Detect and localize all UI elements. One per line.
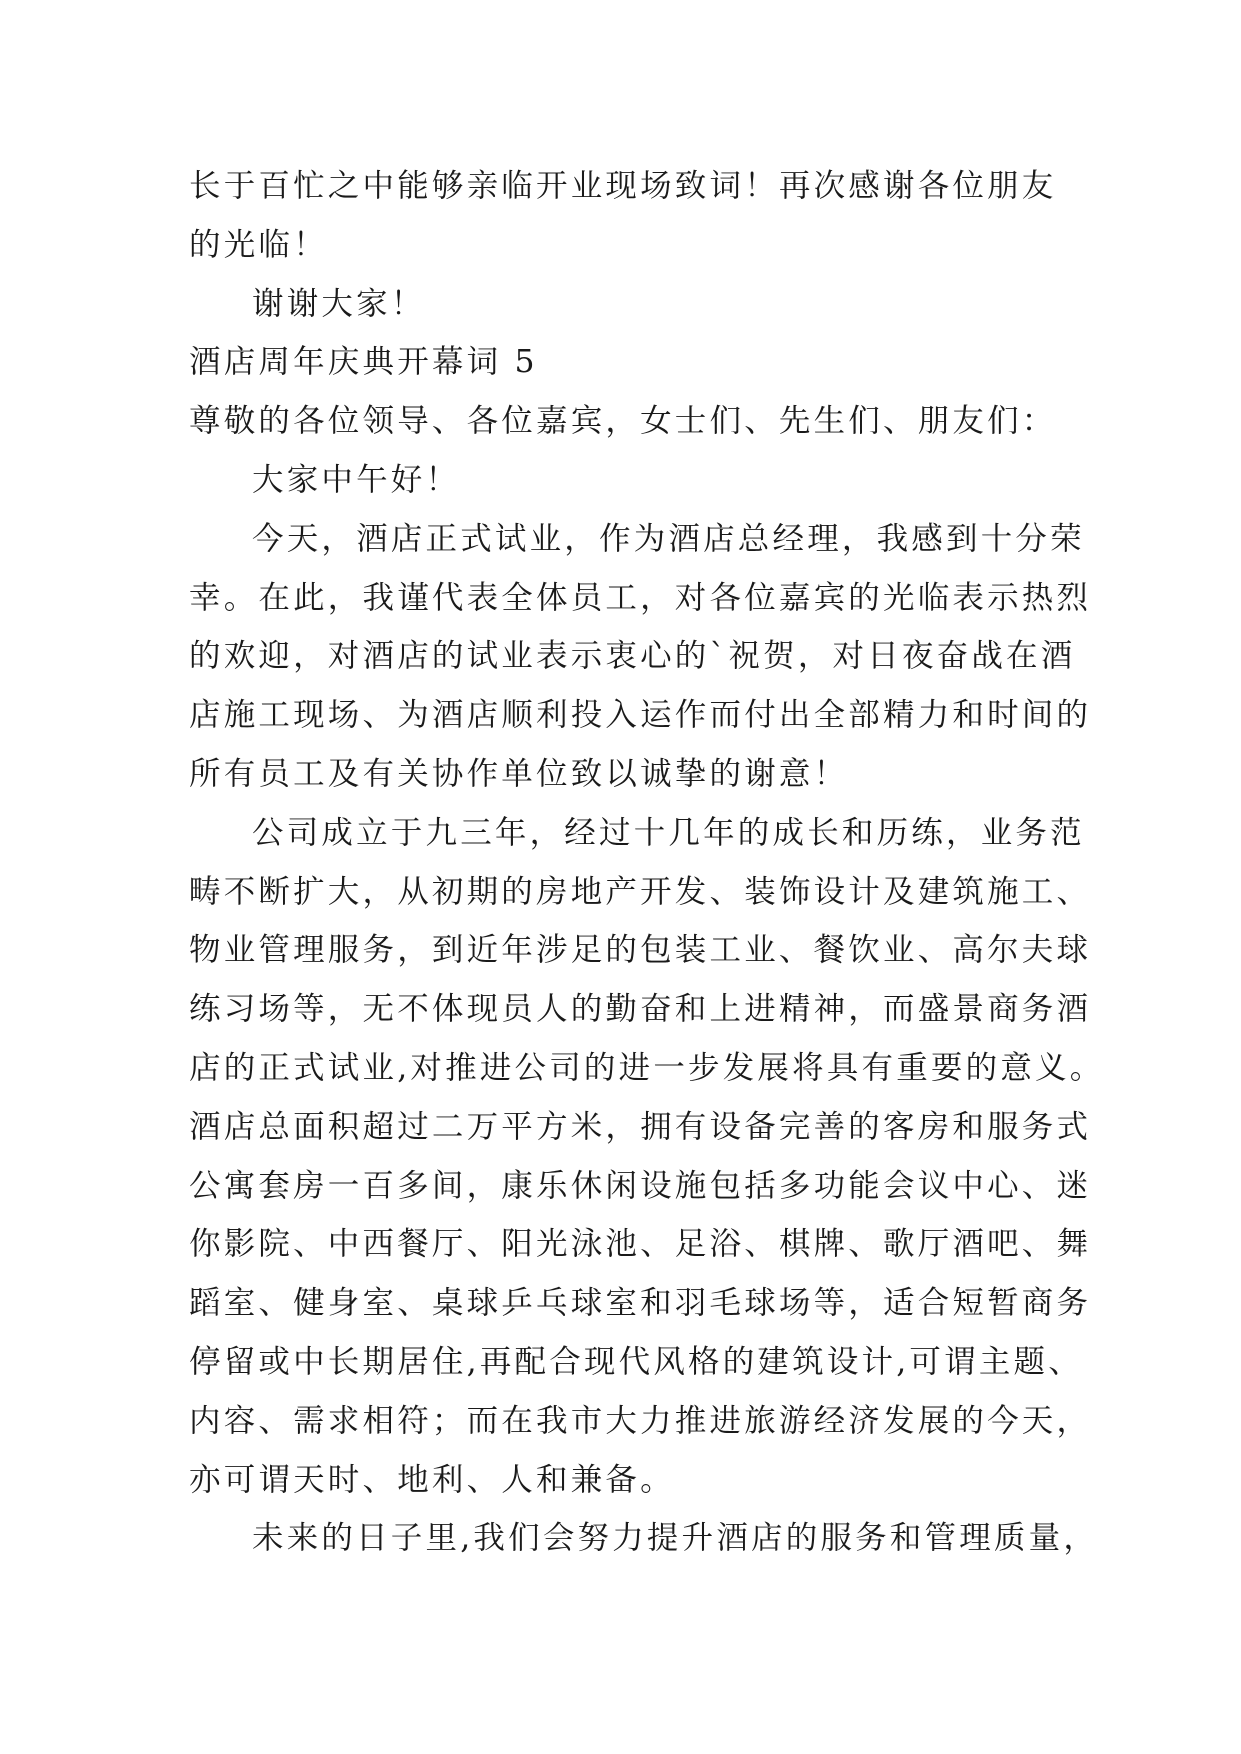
document-body: [189, 157, 1105, 1568]
text-line: 亦可谓天时、地利、人和兼备。: [189, 1461, 675, 1498]
text-line: 的光临！: [189, 226, 328, 263]
text-line: 物业管理服务，到近年涉足的包装工业、餐饮业、高尔夫球: [189, 932, 1092, 969]
text-line: 幸。在此，我谨代表全体员工，对各位嘉宾的光临表示热烈: [189, 579, 1092, 616]
text-line: 畴不断扩大，从初期的房地产开发、装饰设计及建筑施工、: [189, 873, 1092, 910]
text-line: 未来的日子里,我们会努力提升酒店的服务和管理质量，: [252, 1520, 1099, 1557]
text-line: 酒店总面积超过二万平方米，拥有设备完善的客房和服务式: [189, 1108, 1092, 1145]
text-line: 长于百忙之中能够亲临开业现场致词！再次感谢各位朋友: [189, 168, 1057, 204]
text-line: 内容、需求相符；而在我市大力推进旅游经济发展的今天，: [189, 1402, 1092, 1439]
text-line: 蹈室、健身室、桌球乒乓球室和羽毛球场等，适合短暂商务: [189, 1285, 1092, 1322]
text-line: 练习场等，无不体现员人的勤奋和上进精神，而盛景商务酒: [189, 991, 1092, 1028]
text-line: 停留或中长期居住,再配合现代风格的建筑设计,可谓主题、: [189, 1343, 1083, 1380]
text-line: 店的正式试业,对推进公司的进一步发展将具有重要的意义。: [189, 1049, 1105, 1086]
text-line: 的欢迎，对酒店的试业表示衷心的`祝贺，对日夜奋战在酒: [189, 638, 1076, 675]
salutation: 尊敬的各位领导、各位嘉宾，女士们、先生们、朋友们：: [189, 403, 1057, 440]
text-line: 今天，酒店正式试业，作为酒店总经理，我感到十分荣: [252, 520, 1085, 557]
section-title: 酒店周年庆典开幕词 5: [189, 344, 538, 381]
text-line: 公寓套房一百多间，康乐休闲设施包括多功能会议中心、迷: [189, 1167, 1092, 1204]
text-line: 你影院、中西餐厅、阳光泳池、足浴、棋牌、歌厅酒吧、舞: [189, 1226, 1092, 1263]
text-line: 所有员工及有关协作单位致以诚挚的谢意！: [189, 755, 849, 792]
text-line: 公司成立于九三年，经过十几年的成长和历练，业务范: [252, 814, 1085, 851]
text-line: 谢谢大家！: [252, 285, 426, 322]
text-line: 店施工现场、为酒店顺利投入运作而付出全部精力和时间的: [189, 697, 1092, 734]
text-line: 大家中午好！: [252, 461, 461, 498]
